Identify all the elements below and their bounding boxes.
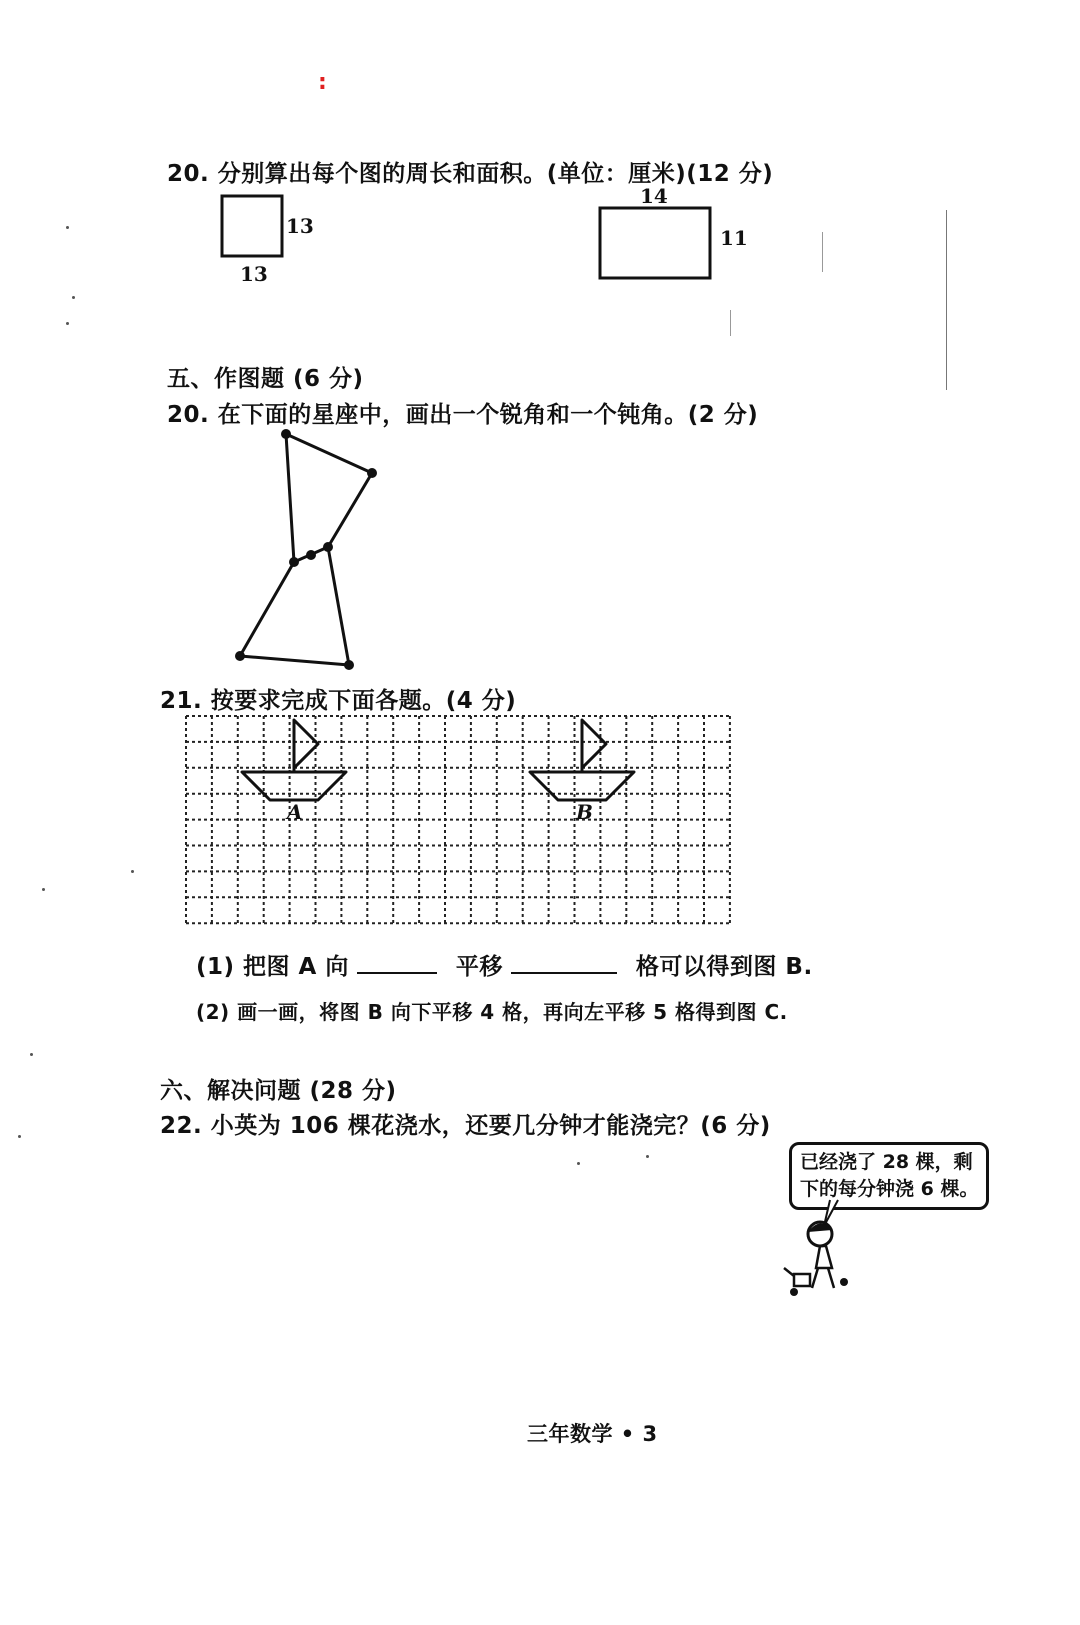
page-footer: 三年数学 • 3 (527, 1422, 658, 1446)
scan-dot (18, 1135, 21, 1138)
square-side-label: 13 (286, 214, 314, 238)
boat-b-label: B (576, 800, 593, 824)
q21-sub1-suffix: 格可以得到图 B. (635, 954, 813, 980)
section-6-heading: 六、解决问题 (28 分) (160, 1078, 397, 1104)
girl-watering-illustration (780, 1196, 880, 1306)
scan-dot (30, 1053, 33, 1056)
q22-title: 22. 小英为 106 棵花浇水，还要几分钟才能浇完？(6 分) (160, 1113, 771, 1139)
flower (840, 1278, 848, 1286)
q21-sub2: (2) 画一画，将图 B 向下平移 4 格，再向左平移 5 格得到图 C. (196, 1000, 788, 1024)
section-5-heading: 五、作图题 (6 分) (167, 366, 364, 392)
bubble-line-2: 下的每分钟浇 6 棵。 (800, 1178, 979, 1200)
dotted-grid (186, 716, 730, 923)
scan-dot (646, 1155, 649, 1158)
squares-answer-blank[interactable] (511, 972, 617, 974)
bubble-line-1: 已经浇了 28 棵，剩 (800, 1151, 973, 1173)
watering-can (784, 1268, 810, 1286)
direction-answer-blank[interactable] (357, 972, 437, 974)
q21-sub1 (196, 948, 813, 981)
q20-perimeter-title: 20. 分别算出每个图的周长和面积。(单位：厘米)(12 分) (167, 161, 774, 187)
boat-b-figure (530, 720, 634, 800)
boat-a-figure (242, 720, 346, 800)
rect-side-label: 11 (720, 226, 748, 250)
boat-a-label: A (287, 800, 303, 824)
q20-constellation-title: 20. 在下面的星座中，画出一个锐角和一个钝角。(2 分) (167, 402, 759, 428)
square-bottom-label: 13 (240, 262, 268, 286)
q21-sub1-mid: 平移 (455, 954, 503, 980)
q21-sub1-prefix: (1) 把图 A 向 (196, 954, 349, 980)
rect-top-label: 14 (640, 184, 668, 208)
scan-dot (577, 1162, 580, 1165)
flower (790, 1288, 798, 1296)
girl-legs (812, 1268, 834, 1288)
girl-body (816, 1246, 832, 1268)
q21-title: 21. 按要求完成下面各题。(4 分) (160, 688, 517, 714)
top-mark: : (318, 70, 327, 95)
